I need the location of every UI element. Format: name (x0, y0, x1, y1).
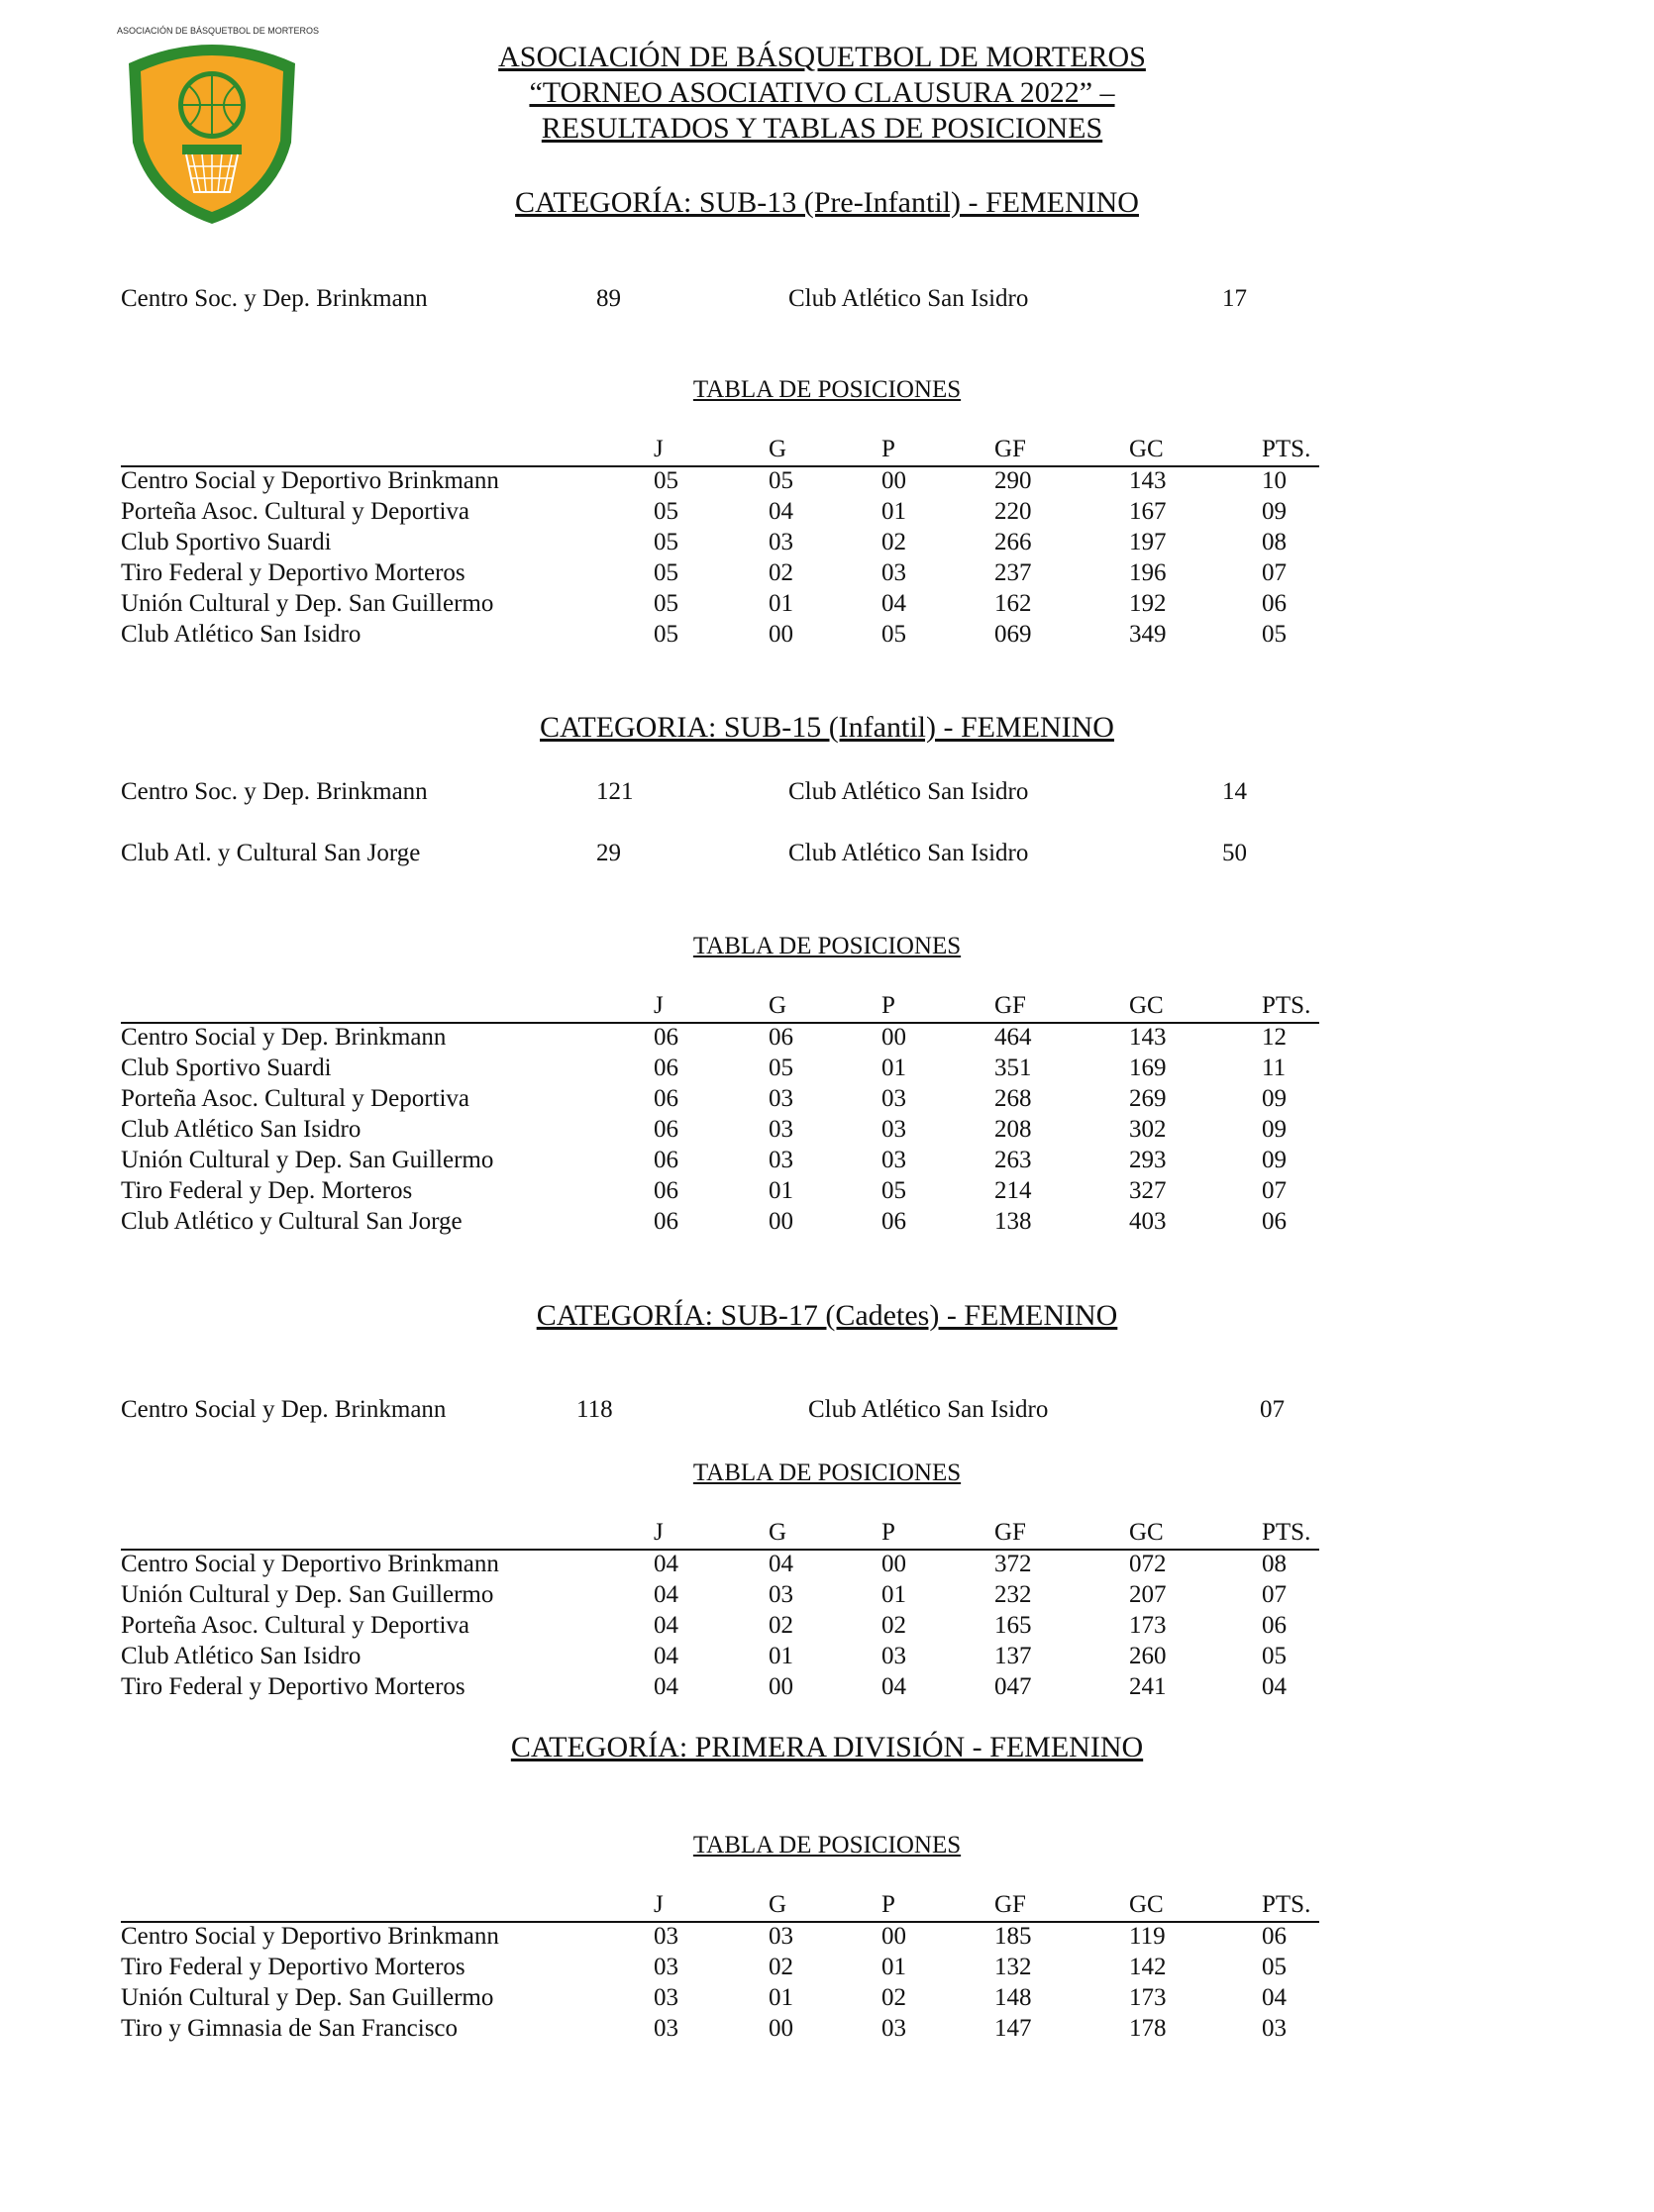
col-gf: GF (994, 436, 1026, 462)
cell-g: 03 (769, 1116, 793, 1143)
table-row (121, 1055, 1319, 1085)
cell-pts: 12 (1262, 1024, 1287, 1051)
cell-team: Club Sportivo Suardi (121, 529, 332, 555)
cell-p: 00 (881, 1024, 906, 1051)
cell-pts: 07 (1262, 1177, 1287, 1204)
cell-g: 04 (769, 498, 793, 525)
cell-j: 04 (654, 1581, 678, 1608)
table-row (121, 1024, 1319, 1055)
header-line-1: ASOCIACIÓN DE BÁSQUETBOL DE MORTEROS (498, 41, 1146, 73)
cell-gf: 372 (994, 1551, 1032, 1577)
home-team: Centro Soc. y Dep. Brinkmann (121, 778, 428, 805)
cell-pts: 04 (1262, 1673, 1287, 1700)
cell-team: Club Atlético San Isidro (121, 1116, 362, 1143)
cell-gc: 269 (1129, 1085, 1167, 1112)
cell-p: 05 (881, 1177, 906, 1204)
match-result (121, 285, 1408, 321)
cell-g: 00 (769, 1673, 793, 1700)
table-row (121, 1643, 1319, 1673)
table-row (121, 1984, 1319, 2015)
table-row (121, 498, 1319, 529)
cell-gc: 403 (1129, 1208, 1167, 1235)
cell-p: 03 (881, 1147, 906, 1173)
cell-gc: 178 (1129, 2015, 1167, 2042)
cell-p: 02 (881, 529, 906, 555)
cell-p: P (881, 1519, 895, 1546)
cell-p: 03 (881, 1085, 906, 1112)
cell-p: P (881, 1891, 895, 1918)
cell-team: Porteña Asoc. Cultural y Deportiva (121, 498, 470, 525)
cell-gc: 241 (1129, 1673, 1167, 1700)
cell-j: 05 (654, 559, 678, 586)
category-title: CATEGORÍA: SUB-13 (Pre-Infantil) - FEMENINO (515, 186, 1139, 219)
cell-j: 05 (654, 590, 678, 617)
cell-j: 06 (654, 1147, 678, 1173)
away-team: Club Atlético San Isidro (788, 778, 1029, 805)
table-row (121, 1673, 1319, 1704)
cell-p: 00 (881, 1923, 906, 1950)
cell-gc: GC (1129, 992, 1164, 1019)
cell-gf: 137 (994, 1643, 1032, 1669)
cell-gc: 327 (1129, 1177, 1167, 1204)
cell-p: P (881, 992, 895, 1019)
home-score: 121 (596, 778, 634, 805)
cell-gf: 214 (994, 1177, 1032, 1204)
cell-j: 04 (654, 1643, 678, 1669)
cell-pts: 07 (1262, 559, 1287, 586)
category-title: CATEGORÍA: SUB-17 (Cadetes) - FEMENINO (536, 1299, 1118, 1332)
cell-g: 01 (769, 1177, 793, 1204)
home-score: 89 (596, 285, 621, 312)
away-team: Club Atlético San Isidro (808, 1396, 1049, 1423)
cell-pts: 08 (1262, 529, 1287, 555)
cell-pts: PTS. (1262, 1519, 1311, 1546)
cell-g: G (769, 992, 787, 1019)
cell-pts: PTS. (1262, 1891, 1311, 1918)
cell-gc: GC (1129, 1519, 1164, 1546)
cell-gf: 069 (994, 621, 1032, 648)
cell-p: 00 (881, 1551, 906, 1577)
category-title: CATEGORIA: SUB-15 (Infantil) - FEMENINO (540, 711, 1114, 744)
col-j: J (654, 436, 664, 462)
home-team: Centro Soc. y Dep. Brinkmann (121, 285, 428, 312)
cell-gf: GF (994, 1891, 1026, 1918)
cell-g: 03 (769, 529, 793, 555)
match-result (121, 778, 1408, 814)
cell-j: 04 (654, 1673, 678, 1700)
category-title: CATEGORÍA: PRIMERA DIVISIÓN - FEMENINO (510, 1731, 1144, 1763)
cell-j: 05 (654, 621, 678, 648)
cell-j: 04 (654, 1612, 678, 1639)
away-team: Club Atlético San Isidro (788, 840, 1029, 866)
cell-gf: GF (994, 992, 1026, 1019)
cell-g: G (769, 1519, 787, 1546)
cell-team: Centro Social y Deportivo Brinkmann (121, 1551, 499, 1577)
cell-gf: 351 (994, 1055, 1032, 1081)
cell-team: Unión Cultural y Dep. San Guillermo (121, 590, 494, 617)
cell-gf: 165 (994, 1612, 1032, 1639)
cell-pts: 04 (1262, 1984, 1287, 2011)
cell-j: 06 (654, 1055, 678, 1081)
cell-g: 02 (769, 559, 793, 586)
away-score: 14 (1222, 778, 1247, 805)
cell-gf: 220 (994, 498, 1032, 525)
col-gc: GC (1129, 436, 1164, 462)
cell-p: 00 (881, 467, 906, 494)
cell-gc: 143 (1129, 1024, 1167, 1051)
table-row (121, 590, 1319, 621)
cell-p: 02 (881, 1984, 906, 2011)
standings-table (121, 1891, 1319, 2046)
cell-team: Club Atlético San Isidro (121, 621, 362, 648)
cell-j: 03 (654, 1954, 678, 1980)
cell-j: 03 (654, 1984, 678, 2011)
cell-j: 06 (654, 1024, 678, 1051)
cell-gf: 148 (994, 1984, 1032, 2011)
cell-p: 05 (881, 621, 906, 648)
cell-gc: 207 (1129, 1581, 1167, 1608)
cell-pts: 09 (1262, 1147, 1287, 1173)
cell-gf: 266 (994, 529, 1032, 555)
cell-p: 04 (881, 1673, 906, 1700)
standings-title: TABLA DE POSICIONES (692, 1832, 962, 1859)
cell-g: G (769, 1891, 787, 1918)
cell-team: Tiro Federal y Deportivo Morteros (121, 559, 465, 586)
standings-table (121, 992, 1319, 1239)
cell-gc: 197 (1129, 529, 1167, 555)
cell-j: 05 (654, 498, 678, 525)
cell-g: 01 (769, 1984, 793, 2011)
cell-gf: GF (994, 1519, 1026, 1546)
cell-gc: 072 (1129, 1551, 1167, 1577)
cell-pts: 07 (1262, 1581, 1287, 1608)
standings-header (121, 1891, 1319, 1923)
cell-p: 01 (881, 1581, 906, 1608)
away-score: 17 (1222, 285, 1247, 312)
cell-gc: 167 (1129, 498, 1167, 525)
header-line-3: RESULTADOS Y TABLAS DE POSICIONES (541, 112, 1103, 145)
cell-team: Unión Cultural y Dep. San Guillermo (121, 1581, 494, 1608)
cell-g: 06 (769, 1024, 793, 1051)
cell-pts: 08 (1262, 1551, 1287, 1577)
cell-team: Porteña Asoc. Cultural y Deportiva (121, 1085, 470, 1112)
cell-team: Tiro y Gimnasia de San Francisco (121, 2015, 459, 2042)
cell-g: 01 (769, 590, 793, 617)
cell-j: 04 (654, 1551, 678, 1577)
cell-g: 03 (769, 1085, 793, 1112)
away-score: 50 (1222, 840, 1247, 866)
cell-pts: 10 (1262, 467, 1287, 494)
cell-team: Centro Social y Deportivo Brinkmann (121, 467, 499, 494)
cell-j: 06 (654, 1116, 678, 1143)
logo-text: ASOCIACIÓN DE BÁSQUETBOL DE MORTEROS (117, 26, 320, 36)
cell-p: 04 (881, 590, 906, 617)
cell-g: 03 (769, 1147, 793, 1173)
cell-gf: 237 (994, 559, 1032, 586)
cell-gc: GC (1129, 1891, 1164, 1918)
match-result (121, 1396, 1408, 1432)
table-row (121, 1208, 1319, 1239)
cell-j: 05 (654, 529, 678, 555)
cell-p: 03 (881, 559, 906, 586)
cell-team: Porteña Asoc. Cultural y Deportiva (121, 1612, 470, 1639)
cell-gf: 263 (994, 1147, 1032, 1173)
cell-team: Tiro Federal y Dep. Morteros (121, 1177, 413, 1204)
cell-gc: 143 (1129, 467, 1167, 494)
cell-p: 02 (881, 1612, 906, 1639)
table-row (121, 1177, 1319, 1208)
cell-p: 03 (881, 1643, 906, 1669)
cell-j: 06 (654, 1177, 678, 1204)
cell-j: 03 (654, 2015, 678, 2042)
cell-j: J (654, 1891, 664, 1918)
cell-g: 04 (769, 1551, 793, 1577)
col-pts: PTS. (1262, 436, 1311, 462)
cell-g: 05 (769, 467, 793, 494)
cell-team: Centro Social y Dep. Brinkmann (121, 1024, 447, 1051)
home-team: Centro Social y Dep. Brinkmann (121, 1396, 447, 1423)
table-row (121, 1551, 1319, 1581)
table-row (121, 467, 1319, 498)
cell-gc: 173 (1129, 1984, 1167, 2011)
cell-p: 01 (881, 498, 906, 525)
home-score: 118 (576, 1396, 613, 1423)
cell-j: 06 (654, 1208, 678, 1235)
standings-header (121, 992, 1319, 1024)
cell-g: 03 (769, 1581, 793, 1608)
cell-pts: 06 (1262, 1612, 1287, 1639)
cell-g: 02 (769, 1954, 793, 1980)
cell-g: 01 (769, 1643, 793, 1669)
home-team: Club Atl. y Cultural San Jorge (121, 840, 421, 866)
cell-gf: 464 (994, 1024, 1032, 1051)
cell-pts: 09 (1262, 1116, 1287, 1143)
cell-j: J (654, 1519, 664, 1546)
home-score: 29 (596, 840, 621, 866)
table-row (121, 1954, 1319, 1984)
cell-gf: 232 (994, 1581, 1032, 1608)
table-row (121, 1923, 1319, 1954)
cell-pts: 06 (1262, 1208, 1287, 1235)
table-row (121, 1612, 1319, 1643)
table-row (121, 1085, 1319, 1116)
cell-team: Unión Cultural y Dep. San Guillermo (121, 1147, 494, 1173)
cell-gc: 119 (1129, 1923, 1166, 1950)
header-line-2: “TORNEO ASOCIATIVO CLAUSURA 2022” – (529, 76, 1115, 109)
cell-pts: 09 (1262, 1085, 1287, 1112)
cell-g: 00 (769, 621, 793, 648)
away-score: 07 (1260, 1396, 1285, 1423)
table-row (121, 621, 1319, 652)
standings-title: TABLA DE POSICIONES (692, 1459, 962, 1486)
cell-pts: 06 (1262, 1923, 1287, 1950)
cell-team: Club Sportivo Suardi (121, 1055, 332, 1081)
cell-team: Club Atlético y Cultural San Jorge (121, 1208, 463, 1235)
standings-header (121, 1519, 1319, 1551)
cell-pts: 09 (1262, 498, 1287, 525)
cell-g: 05 (769, 1055, 793, 1081)
cell-gf: 290 (994, 467, 1032, 494)
cell-gc: 260 (1129, 1643, 1167, 1669)
cell-gc: 142 (1129, 1954, 1167, 1980)
cell-pts: 11 (1262, 1055, 1287, 1081)
cell-gc: 169 (1129, 1055, 1167, 1081)
table-row (121, 1116, 1319, 1147)
cell-team: Unión Cultural y Dep. San Guillermo (121, 1984, 494, 2011)
cell-g: 03 (769, 1923, 793, 1950)
cell-p: 06 (881, 1208, 906, 1235)
standings-table (121, 1519, 1319, 1704)
cell-gf: 132 (994, 1954, 1032, 1980)
cell-gf: 138 (994, 1208, 1032, 1235)
cell-gc: 196 (1129, 559, 1167, 586)
cell-p: 03 (881, 1116, 906, 1143)
col-g: G (769, 436, 787, 462)
match-result (121, 840, 1408, 875)
cell-j: 05 (654, 467, 678, 494)
cell-p: 03 (881, 2015, 906, 2042)
cell-j: 03 (654, 1923, 678, 1950)
cell-team: Club Atlético San Isidro (121, 1643, 362, 1669)
cell-g: 02 (769, 1612, 793, 1639)
table-row (121, 1581, 1319, 1612)
table-row (121, 529, 1319, 559)
cell-gf: 268 (994, 1085, 1032, 1112)
cell-j: 06 (654, 1085, 678, 1112)
cell-pts: 03 (1262, 2015, 1287, 2042)
cell-gc: 293 (1129, 1147, 1167, 1173)
cell-gc: 302 (1129, 1116, 1167, 1143)
cell-pts: 05 (1262, 1954, 1287, 1980)
cell-gf: 162 (994, 590, 1032, 617)
cell-gc: 349 (1129, 621, 1167, 648)
cell-gf: 208 (994, 1116, 1032, 1143)
cell-g: 00 (769, 2015, 793, 2042)
cell-gf: 185 (994, 1923, 1032, 1950)
cell-pts: 05 (1262, 621, 1287, 648)
cell-team: Tiro Federal y Deportivo Morteros (121, 1954, 465, 1980)
cell-pts: PTS. (1262, 992, 1311, 1019)
col-p: P (881, 436, 895, 462)
cell-team: Tiro Federal y Deportivo Morteros (121, 1673, 465, 1700)
standings-header (121, 436, 1319, 467)
cell-pts: 05 (1262, 1643, 1287, 1669)
document-header (376, 40, 1268, 147)
cell-g: 00 (769, 1208, 793, 1235)
cell-team: Centro Social y Deportivo Brinkmann (121, 1923, 499, 1950)
table-row (121, 559, 1319, 590)
cell-j: J (654, 992, 664, 1019)
standings-title: TABLA DE POSICIONES (692, 376, 962, 403)
cell-gc: 173 (1129, 1612, 1167, 1639)
cell-gf: 047 (994, 1673, 1032, 1700)
cell-p: 01 (881, 1954, 906, 1980)
away-team: Club Atlético San Isidro (788, 285, 1029, 312)
table-row (121, 2015, 1319, 2046)
cell-gf: 147 (994, 2015, 1032, 2042)
cell-gc: 192 (1129, 590, 1167, 617)
cell-pts: 06 (1262, 590, 1287, 617)
standings-title: TABLA DE POSICIONES (692, 933, 962, 959)
table-row (121, 1147, 1319, 1177)
standings-table (121, 436, 1319, 652)
cell-p: 01 (881, 1055, 906, 1081)
